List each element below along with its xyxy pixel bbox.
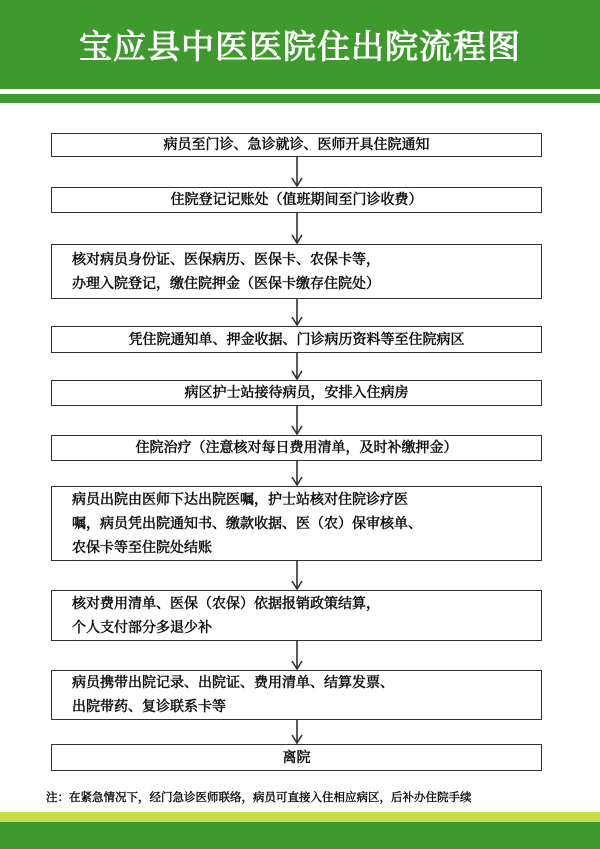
flow-step-2 [51,187,542,213]
flow-arrow-1 [291,157,303,187]
flow-step-10 [51,744,542,771]
flow-step-text [283,746,311,770]
flow-step-line: 个人支付部分多退少补 [72,619,212,636]
flow-arrow-2 [291,213,303,244]
flow-step-line: 病员出院由医师下达出院医嘱，护士站核对住院诊疗医 [72,491,408,508]
flow-step-line: 嘱，病员凭出院通知书、缴款收据、医（农）保审核单、 [72,515,422,532]
flow-step-line: 住院登记记账处（值班期间至门诊收费） [170,192,423,208]
flow-step-text [72,248,380,296]
flow-step-line: 出院带药、复诊联系卡等 [72,699,226,715]
flow-step-1 [51,133,542,157]
flow-step-text [72,671,394,719]
flow-arrow-7 [291,561,303,590]
flow-step-text [171,188,423,212]
footer-accent-stripe [0,812,600,822]
flow-step-9 [51,670,542,720]
flow-step-line: 核对病员身份证、医保病历、医保卡、农保卡等， [72,251,380,268]
flow-step-6 [51,435,542,461]
flow-step-line: 办理入院登记，缴住院押金（医保卡缴存住院处） [72,275,380,292]
flow-step-7 [51,486,542,561]
flow-step-text [72,488,422,560]
footer-bar [0,822,600,849]
flow-step-line: 住院治疗（注意核对每日费用清单，及时补缴押金） [135,440,458,456]
flow-arrow-6 [291,461,303,486]
flow-step-line: 离院 [282,749,311,766]
flow-arrow-4 [291,353,303,380]
flow-step-8 [51,590,542,641]
flow-step-text [72,592,380,640]
flow-step-text [136,436,458,460]
flow-step-line: 核对费用清单、医保（农保）依据报销政策结算， [72,595,380,612]
flow-arrow-9 [291,720,303,744]
flow-step-5 [51,380,542,406]
flow-step-line: 农保卡等至住院处结账 [72,539,212,556]
flow-step-line: 凭住院通知单、押金收据、门诊病历资料等至住院病区 [128,331,465,348]
flow-arrow-8 [291,641,303,670]
flow-step-line: 病员携带出院记录、出院证、费用清单、结算发票、 [72,675,394,691]
footnote: 注：在紧急情况下，经门急诊医师联络，病员可直接入住相应病区，后补办住院手续 [46,790,472,804]
page-title: 宝应县中医医院住出院流程图 [79,27,521,66]
flow-step-line: 病区护士站接待病员，安排入住病房 [184,385,409,401]
header-stripe [0,94,600,103]
flow-arrow-5 [291,406,303,435]
flow-step-4 [51,326,542,353]
flow-step-text [185,381,409,405]
flow-step-3 [51,244,542,299]
flow-step-text [129,328,465,352]
flow-step-line: 病员至门诊、急诊就诊、医师开具住院通知 [163,137,430,153]
flow-arrow-3 [291,299,303,326]
flow-step-text [164,133,430,157]
